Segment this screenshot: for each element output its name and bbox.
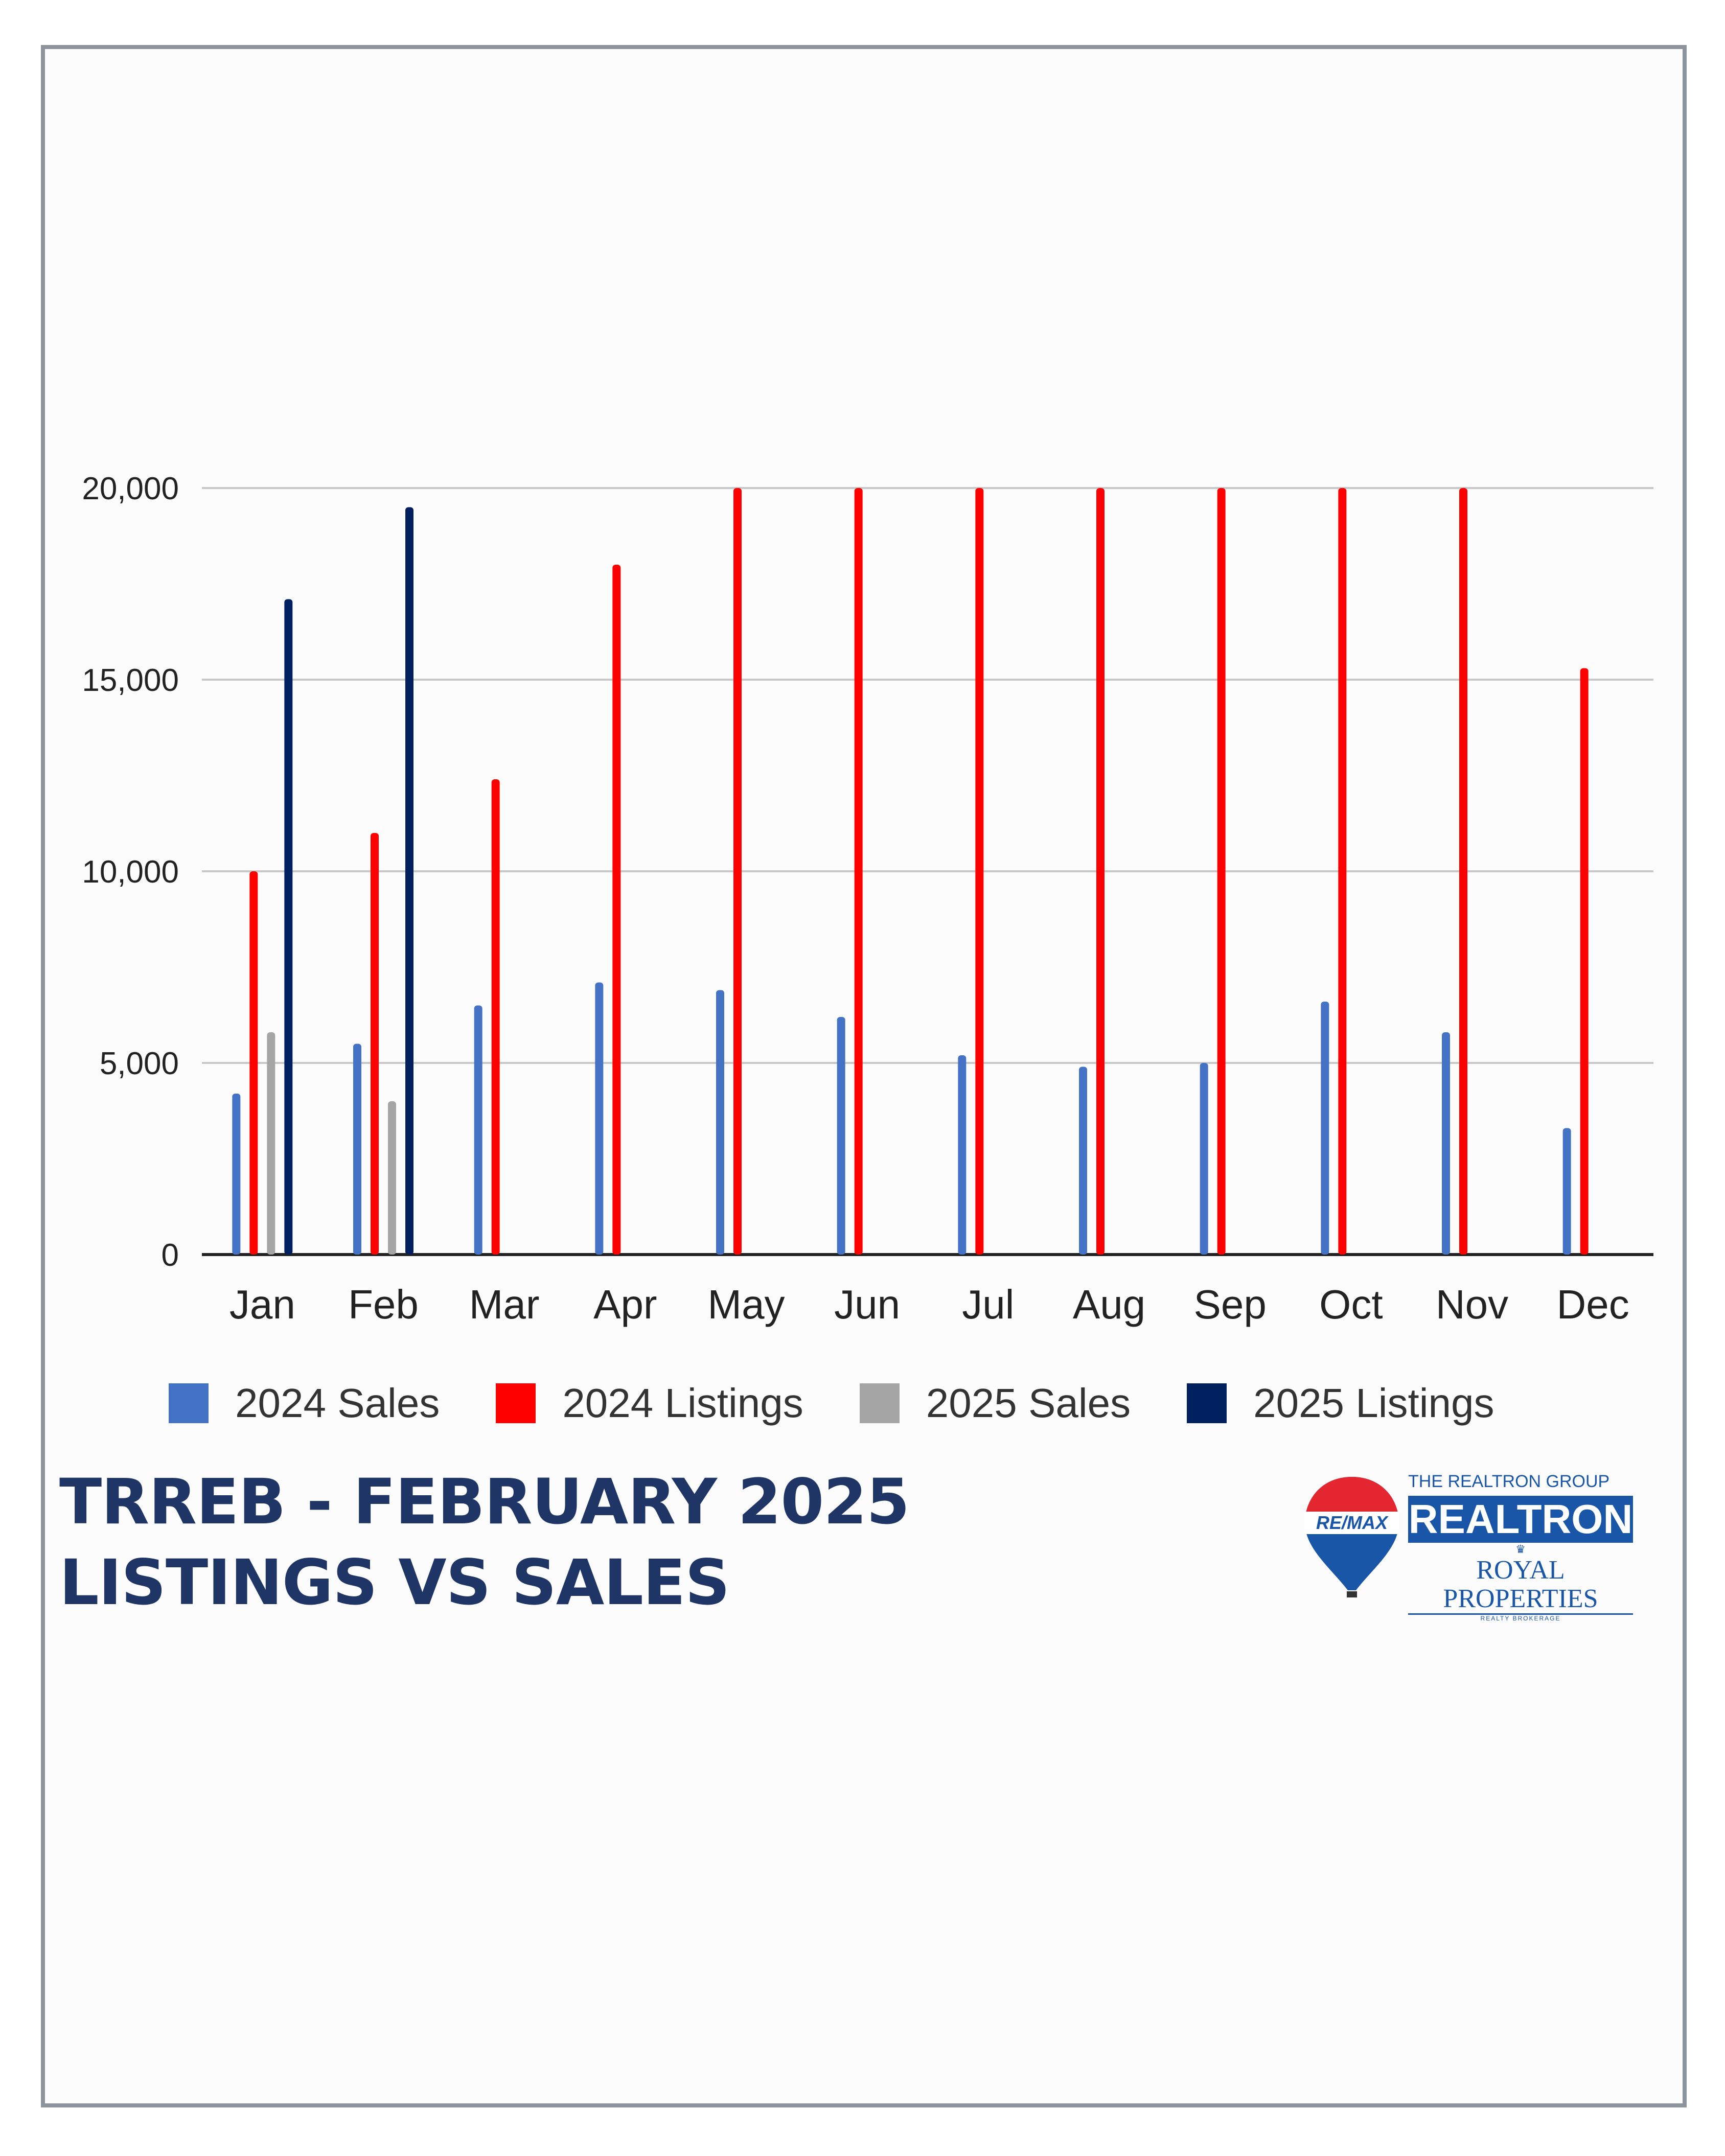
bar-2024-sales-mar [474, 1006, 482, 1255]
bar-2024-sales-apr [595, 983, 603, 1255]
bar-2025-sales-feb [388, 1101, 396, 1255]
bar-2024-sales-dec [1563, 1128, 1571, 1255]
x-tick-label: May [707, 1282, 785, 1327]
legend-item-2025-sales [860, 1380, 1131, 1427]
y-tick-label: 0 [161, 1238, 179, 1273]
logo-royal-properties: ROYAL PROPERTIES [1408, 1556, 1633, 1615]
x-tick-label: Nov [1435, 1282, 1509, 1327]
bar-2024-sales-feb [353, 1044, 361, 1255]
bar-2024-listings-apr [612, 565, 620, 1255]
legend-item-2024-sales [169, 1380, 440, 1427]
y-tick-label: 20,000 [82, 471, 179, 506]
x-tick-label: Aug [1072, 1282, 1146, 1327]
legend-item-2024-listings [496, 1380, 803, 1427]
bar-2024-sales-oct [1321, 1002, 1329, 1255]
bar-2025-listings-jan [284, 599, 292, 1255]
y-tick-label: 15,000 [82, 663, 179, 698]
x-tick-label: Jul [962, 1282, 1015, 1327]
chart-svg [0, 439, 1687, 1410]
x-tick-label: Oct [1319, 1282, 1383, 1327]
x-tick-label: Feb [348, 1282, 419, 1327]
y-axis-ticks [82, 471, 179, 1273]
legend-swatch-2024-sales [169, 1383, 209, 1423]
legend-label-2025-listings: 2025 Listings [1253, 1380, 1494, 1426]
logo-text [1408, 1472, 1638, 1622]
bar-2024-listings-mar [492, 779, 500, 1255]
legend-swatch-2025-sales [860, 1383, 900, 1423]
title-line-1: TRREB - FEBRUARY 2025 [59, 1466, 909, 1538]
legend [169, 1380, 1551, 1427]
bar-2024-listings-dec [1580, 668, 1589, 1255]
bar-2024-listings-jan [249, 871, 258, 1255]
crown-icon: ♛ [1515, 1543, 1526, 1556]
legend-swatch-2025-listings [1187, 1383, 1227, 1423]
bar-2024-sales-nov [1442, 1032, 1450, 1255]
bar-2024-listings-nov [1459, 488, 1467, 1255]
gridlines [202, 488, 1653, 1255]
bar-2024-sales-jan [232, 1094, 240, 1255]
x-tick-label: Jun [834, 1282, 901, 1327]
bar-2025-sales-jan [267, 1032, 275, 1255]
x-tick-label: Sep [1193, 1282, 1267, 1327]
remax-realtron-logo [1301, 1472, 1638, 1622]
page-title [59, 1462, 909, 1623]
bar-2024-sales-jul [958, 1055, 966, 1255]
chart [0, 439, 1687, 1462]
bar-2024-listings-aug [1096, 488, 1105, 1255]
bar-2024-listings-jun [855, 488, 863, 1255]
legend-label-2025-sales: 2025 Sales [926, 1380, 1131, 1426]
legend-swatch-2024-listings [496, 1383, 536, 1423]
legend-label-2024-listings: 2024 Listings [562, 1380, 803, 1426]
bar-2024-listings-jul [975, 488, 983, 1255]
bar-2024-sales-jun [837, 1017, 845, 1255]
title-line-2: LISTINGS VS SALES [59, 1546, 730, 1619]
bar-2024-sales-aug [1079, 1067, 1087, 1255]
x-axis-ticks [229, 1282, 1629, 1327]
bar-2024-sales-may [716, 990, 724, 1255]
logo-brokerage: REALTY BROKERAGE [1480, 1615, 1561, 1622]
y-tick-label: 5,000 [99, 1046, 179, 1081]
y-tick-label: 10,000 [82, 854, 179, 890]
balloon-text: RE/MAX [1316, 1512, 1388, 1533]
x-tick-label: Jan [229, 1282, 295, 1327]
bar-2024-listings-may [733, 488, 742, 1255]
legend-label-2024-sales: 2024 Sales [235, 1380, 440, 1426]
bar-2025-listings-feb [405, 507, 413, 1255]
bar-2024-listings-sep [1217, 488, 1226, 1255]
logo-realtron: REALTRON [1408, 1496, 1633, 1542]
logo-group-name: THE REALTRON GROUP [1408, 1472, 1610, 1491]
x-tick-label: Apr [593, 1282, 657, 1327]
legend-item-2025-listings [1187, 1380, 1494, 1427]
bar-2024-sales-sep [1200, 1063, 1208, 1255]
x-tick-label: Dec [1556, 1282, 1629, 1327]
bar-2024-listings-oct [1338, 488, 1346, 1255]
bar-2024-listings-feb [371, 833, 379, 1255]
balloon-logo-icon [1301, 1472, 1403, 1599]
x-tick-label: Mar [469, 1282, 540, 1327]
